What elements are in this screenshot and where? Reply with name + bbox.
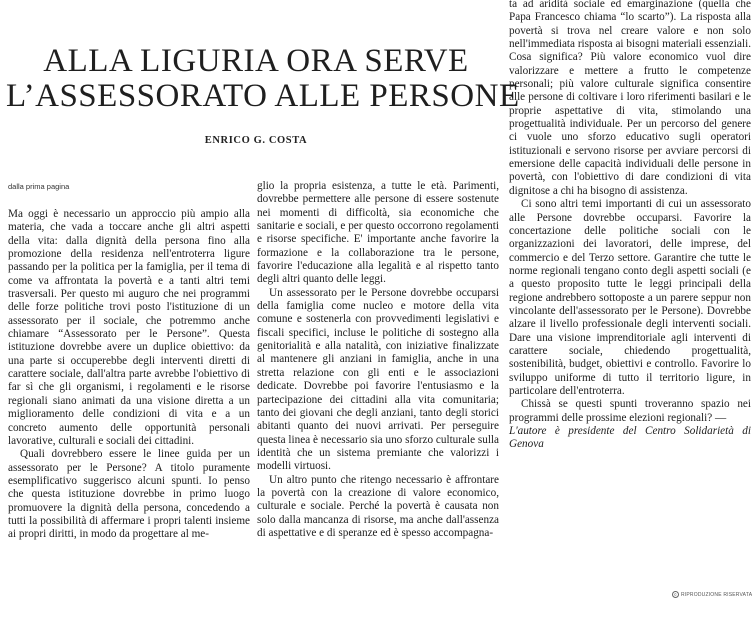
paragraph: ta ad aridità sociale ed emarginazione (quella che Papa Francesco chiama “lo scarto”). La risposta alla povertà si trova nel creare valore e non solo nell'immediata risposta ai bisogni materiali essenziali. Cosa significa? Più valore economico vuol dire valorizzare e mettere a frutto le competenze personali; più valore culturale significa consentire alle persone di coltivare i loro riferimenti basilari e le proprie aspettative di vita, stimolando una progettualità individuale. Per un percorso del genere ci vuole uno sforzo educativo sugli operatori istituzionali e servono risorse per avviare percorsi di emersione delle capacità individuali delle persone in povertà, con l'obiettivo di dare condizioni di vita dignitose a chi ha bisogno di assistenza. bbox=[509, 0, 751, 197]
paragraph: Ma oggi è necessario un approccio più ampio alla materia, che vada a toccare anche gli altri aspetti della vita: dalla dignità della persona fino alla promozione della residenza nell'entroterra ligure passando per la politica per la famiglia, per il tema di come va affrontata la povertà e a tanti altri temi trasversali. Per questo mi auguro che nei programmi delle forze politiche trovi posto l'istituzione di un assessorato per il sociale, che potremmo anche chiamare “Assessorato per le Persone”. Questa istituzione dovrebbe avere un duplice obiettivo: da una parte si occuperebbe degli interventi diretti di carattere sociale, dall'altra parte avrebbe l'obiettivo di far sì che gli organismi, i regolamenti e le risorse regionali siano animati da una visione diretta a un miglioramento delle condizioni di vita e a un concreto aumento delle opportunità personali lavorative, culturali e sociali dei cittadini. bbox=[8, 208, 250, 447]
column-3 bbox=[509, 0, 751, 452]
paragraph: glio la propria esistenza, a tutte le età. Parimenti, dovrebbe permettere alle persone di essere sostenute nei momenti di difficoltà, sia economiche che sanitarie e sociali, e per questo occorrono regolamenti e risorse specifiche. E' importante anche favorire la formazione e la collaborazione tra le persone, favorire l'educazione alla legalità e al rispetto tanto degli altri quanto delle leggi. bbox=[257, 180, 499, 286]
paragraph: Quali dovrebbero essere le linee guida per un assessorato per le Persone? A titolo puramente esemplificativo suggerisco alcuni spunti. Io penso che questa istituzione dovrebbe in primo luogo promuovere la dignità della persona, concedendo a tutti la possibilità di affermare i propri talenti insieme ai propri diritti, in modo da progettare al me- bbox=[8, 448, 250, 541]
kicker: dalla prima pagina bbox=[8, 182, 70, 191]
paragraph: Un assessorato per le Persone dovrebbe occuparsi della famiglia come nucleo e motore della vita comune e sostenerla con provvedimenti legislativi e fiscali specifici, incluse le politiche di sostegno alla genitorialità e alla natalità, con iniziative finalizzate al mantenere gli anziani in famiglia, anche in una stretta relazione con gli enti e le associazioni dedicate. Dovrebbe poi favorire l'entusiasmo e la partecipazione dei cittadini alla vita comunitaria; tanto dei giovani che degli anziani, tanto degli storici abitanti quanto dei nuovi arrivati. Per perseguire questa linea è necessario sia uno sforzo culturale sulla identità che un sistema premiante che valorizzi i modelli virtuosi. bbox=[257, 286, 499, 473]
paragraph: Un altro punto che ritengo necessario è affrontare la povertà con la creazione di valore economico, culturale e sociale. Perché la povertà è causata non solo dalla mancanza di risorse, ma anche dall'assenza di aspettative e di speranze ed è spesso accompagna- bbox=[257, 473, 499, 539]
article-headline bbox=[6, 43, 520, 114]
copyright-text: RIPRODUZIONE RISERVATA bbox=[681, 591, 753, 598]
column-1 bbox=[8, 208, 250, 542]
author-note: L'autore è presidente del Centro Solidarietà di Genova bbox=[509, 425, 751, 451]
copyright-notice bbox=[672, 591, 752, 598]
column-2 bbox=[257, 180, 499, 540]
headline-line-2: L’ASSESSORATO ALLE PERSONE bbox=[6, 78, 520, 114]
paragraph: Chissà se questi spunti troveranno spazio nei programmi delle prossime elezioni regionali? — bbox=[509, 398, 751, 424]
headline-line-1: ALLA LIGURIA ORA SERVE bbox=[43, 43, 469, 79]
paragraph: Ci sono altri temi importanti di cui un assessorato alle Persone dovrebbe occuparsi. Favorire la concertazione delle politiche sociali con le organizzazioni dei lavoratori, delle imprese, del commercio e del Terzo settore. Garantire che tutte le norme regionali tengano conto degli aspetti sociali (e a questo proposito tutte le leggi principali della regione andrebbero sottoposte a un parere seppur non vincolante dell'assessorato per le Persone). Dovrebbe alzare il livello professionale degli interventi sociali. Dare una visione imprenditoriale agli interventi di carattere sociale, chiedendo progettualità, sostenibilità, budget, obiettivi e controllo. Favorire lo sviluppo uniforme di tutto il territorio ligure, in particolare dell'entroterra. bbox=[509, 198, 751, 397]
byline: ENRICO G. COSTA bbox=[204, 135, 308, 146]
copyright-icon: © bbox=[673, 592, 678, 597]
